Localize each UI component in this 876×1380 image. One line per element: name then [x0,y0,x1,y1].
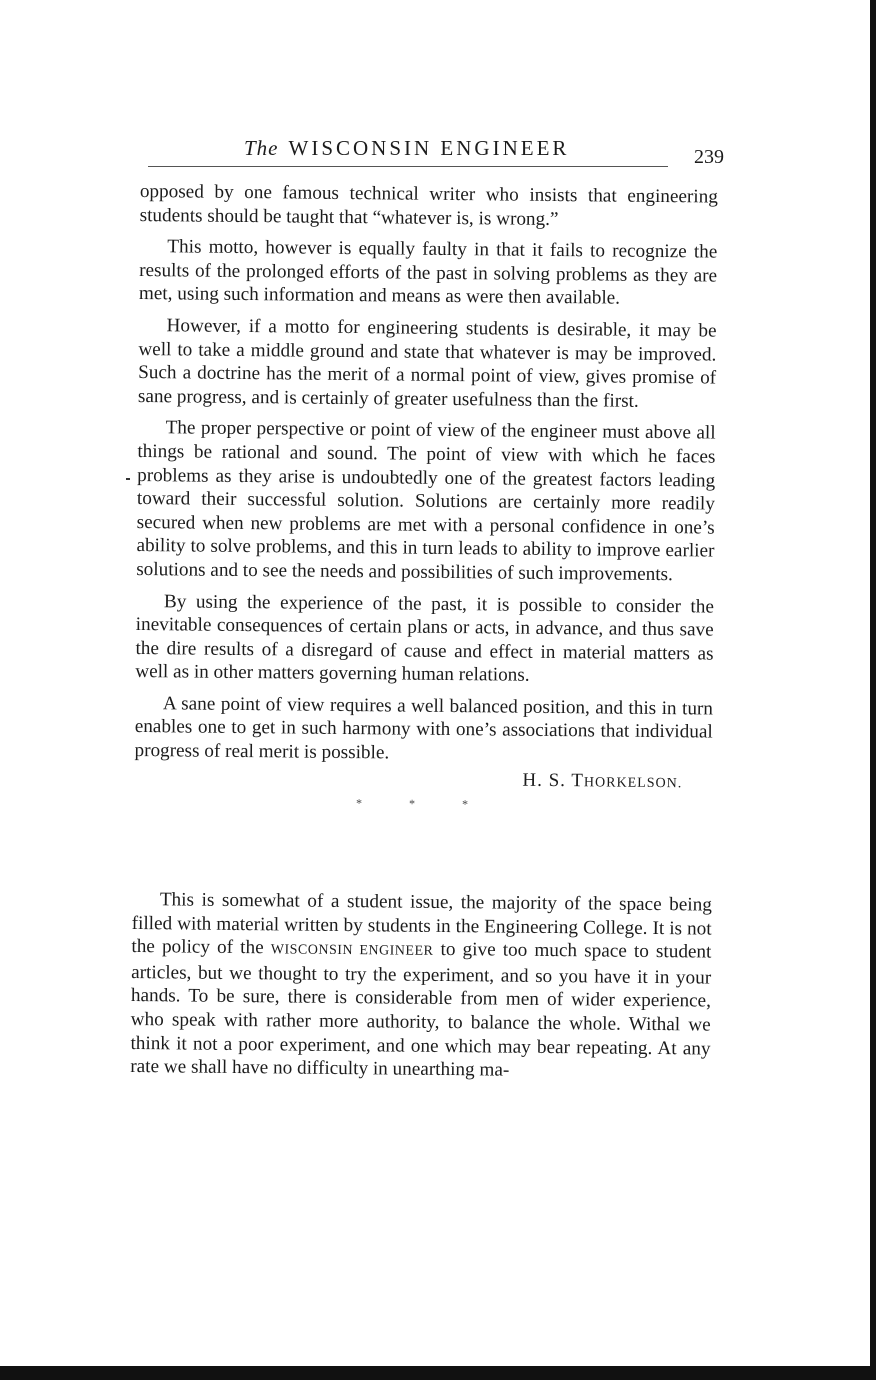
paragraph-2: This motto, however is equally faulty in that it fails to recognize the results of the prolonged efforts of the past in solving problems as they are met, using such information and means as were then available. [138,236,718,309]
journal-title-the: The [244,136,279,160]
editorial-text-after: to give too much space to student articles, but we thought to try the experiment, and so you have it in your hands. To be sure, there is considerable from men of wider experience, who speak with rather more authority, to balance the whole. Withal we think it not a poor experiment, and one which may bear repeating. At any rate we shall have no difficulty in unearthing ma- [130,939,712,1081]
journal-title [244,136,569,161]
header-rule [148,166,668,167]
page-edge-right [870,0,876,1380]
section-separator: * * * [355,796,491,812]
paragraph-3: However, if a motto for engineering students is desirable, it may be well to take a middle ground and state that whatever is may be improved. Such a doctrine has the merit of a normal point of view, gives promise of sane progress, and is certainly of greater usefulness than the first. [137,315,717,412]
paragraph-6: A sane point of view requires a well balanced position, and this in turn enables one to get in such harmony with one’s associations that individual progress of real merit is possible. [134,693,714,764]
paragraph-4: The proper perspective or point of view of the engineer must above all things be rational and sound. The point of view with which he faces problems as they arise is undoubtedly one of the greatest factors leading toward their successful solution. Solutions are certainly more readily secured when new problems are met with a personal confidence in one’s ability to solve problems, and this in turn leads to ability to improve earlier solutions and to see the needs and possibilities of such improvements. [136,417,716,586]
article-body [134,180,718,819]
editorial-note [130,888,712,1084]
paragraph-5: By using the experience of the past, it is possible to consider the inevitable consequences of certain plans or acts, in advance, and thus save the dire results of a disregard of cause and effect in material matters as well as in other matters governing human relations. [135,590,715,687]
signature-surname: HORKELSON. [583,774,683,791]
journal-title-main: WISCONSIN ENGINEER [288,136,570,160]
margin-mark [126,478,130,480]
running-header [148,136,728,170]
paragraph-1: opposed by one famous technical writer who insists that engineering students should be taught that “whatever is, is wrong.” [139,180,718,230]
editorial-journal-name: WISCONSIN ENGINEER [270,942,434,960]
editorial-text-before: This is somewhat of a student issue, the majority of the space being filled with material written by students in the Engineering College. It is not the policy of the [131,889,712,959]
signature-initials: H. S. T [522,769,585,791]
editorial-paragraph [130,888,712,1084]
page-edge-bottom [0,1366,876,1380]
page-number: 239 [694,146,724,168]
